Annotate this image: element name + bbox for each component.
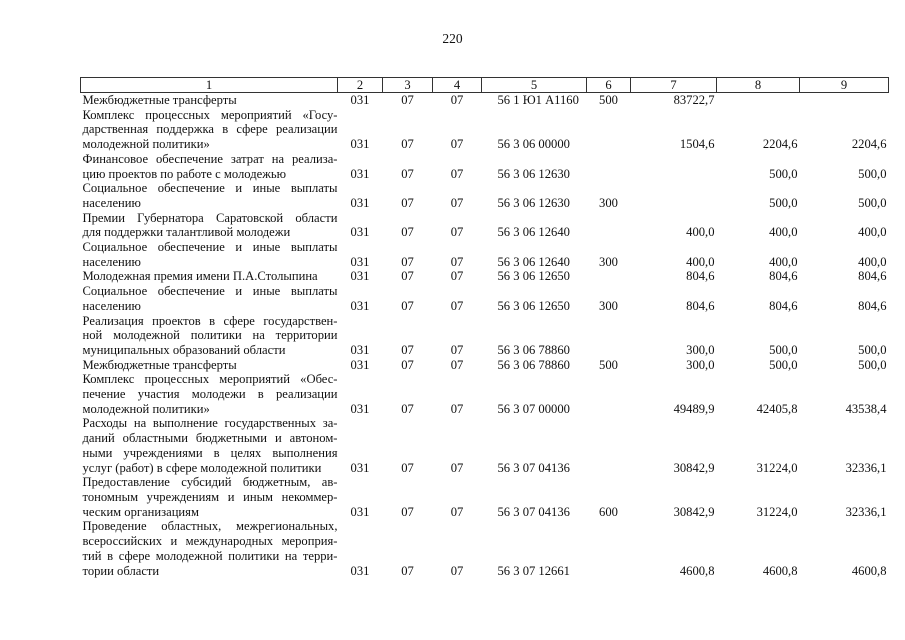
- col-value-8: 500,0: [769, 195, 798, 210]
- row-name: [81, 372, 338, 416]
- row-name: [81, 152, 338, 181]
- col-gr: 031: [350, 357, 370, 372]
- table-row: [81, 181, 889, 210]
- col-subsection: 07: [450, 269, 464, 284]
- col-subsection: 07: [450, 93, 464, 107]
- col-gr: 031: [350, 342, 370, 357]
- table-row: [81, 519, 889, 578]
- row-name-line: Социальное обеспечение и иные выплаты: [82, 240, 338, 255]
- col-value-8: 31224,0: [756, 504, 798, 519]
- row-name-line: Комплекс процессных мероприятий «Госу-: [82, 107, 338, 122]
- col-target-article: 56 3 06 12640: [497, 225, 570, 240]
- col-target-article: 56 3 06 00000: [497, 137, 570, 152]
- col-subsection: 07: [450, 504, 464, 519]
- col-gr: 031: [350, 269, 370, 284]
- col-section: 07: [401, 401, 414, 416]
- col-target-article: 56 3 07 12661: [497, 563, 570, 578]
- col-value-7: 400,0: [686, 254, 715, 269]
- row-name-line: Социальное обеспечение и иные выплаты: [82, 181, 338, 196]
- col-value-8: 400,0: [769, 254, 798, 269]
- col-subsection: 07: [450, 137, 464, 152]
- col-expense-type: 500: [599, 357, 618, 372]
- col-section: 07: [401, 225, 414, 240]
- col-value-9: [800, 93, 889, 108]
- col-expense-type: 300: [599, 298, 618, 313]
- table-row: [81, 152, 889, 181]
- col-value-8: 2204,6: [762, 137, 798, 152]
- col-header-9: 9: [800, 78, 889, 93]
- col-gr: 031: [350, 166, 370, 181]
- col-expense-type: [587, 211, 631, 240]
- col-header-4: 4: [433, 78, 482, 93]
- row-name-line: Межбюджетные трансферты: [82, 357, 237, 372]
- col-value-7: 83722,7: [673, 93, 715, 107]
- col-section: 07: [401, 137, 414, 152]
- table-row: [81, 372, 889, 416]
- col-expense-type: 300: [599, 195, 618, 210]
- table-row: [81, 358, 889, 373]
- row-name-line: ными учреждениями в целях выполнения: [82, 445, 338, 460]
- col-gr: 031: [350, 195, 370, 210]
- col-gr: 031: [350, 93, 370, 107]
- col-subsection: 07: [450, 401, 464, 416]
- col-section: 07: [401, 504, 414, 519]
- col-target-article: 56 3 06 78860: [497, 342, 570, 357]
- row-name-line: Реализация проектов в сфере государствен-: [82, 313, 338, 328]
- col-value-8: 804,6: [769, 269, 798, 284]
- col-value-8: 804,6: [769, 298, 798, 313]
- col-value-9: 400,0: [858, 225, 887, 240]
- col-value-7: [631, 181, 717, 210]
- col-section: 07: [401, 269, 414, 284]
- col-section: 07: [401, 298, 414, 313]
- table-row: [81, 93, 889, 108]
- col-target-article: 56 1 Ю1 А1160: [497, 93, 579, 107]
- row-name: [81, 314, 338, 358]
- row-name: [81, 358, 338, 373]
- col-subsection: 07: [450, 357, 464, 372]
- col-gr: 031: [350, 460, 370, 475]
- row-name-line: даний областными бюджетными и автоном-: [82, 431, 338, 446]
- row-name-line: Финансовое обеспечение затрат на реализа-: [82, 151, 338, 166]
- col-value-7: 300,0: [686, 342, 715, 357]
- header-row: [81, 78, 889, 93]
- row-name-line: населению: [82, 254, 141, 269]
- col-expense-type: [587, 108, 631, 152]
- col-value-9: 804,6: [858, 298, 887, 313]
- col-value-7: 804,6: [686, 269, 715, 284]
- table-row: [81, 269, 889, 284]
- table-row: [81, 108, 889, 152]
- col-subsection: 07: [450, 254, 464, 269]
- col-subsection: 07: [450, 298, 464, 313]
- row-name: [81, 519, 338, 578]
- col-value-9: 32336,1: [845, 460, 887, 475]
- row-name-line: печение участия молодежи в реализации: [82, 387, 338, 402]
- col-expense-type: [587, 372, 631, 416]
- row-name-line: Предоставление субсидий бюджетным, ав-: [82, 475, 338, 490]
- table-row: [81, 475, 889, 519]
- table-row: [81, 416, 889, 475]
- col-section: 07: [401, 166, 414, 181]
- col-expense-type: 300: [599, 254, 618, 269]
- col-value-9: 500,0: [858, 357, 887, 372]
- row-name-line: Премии Губернатора Саратовской области: [82, 210, 338, 225]
- col-value-7: 30842,9: [673, 460, 715, 475]
- col-section: 07: [401, 195, 414, 210]
- row-name-line: всероссийских и международных мероприя-: [82, 534, 338, 549]
- col-header-7: 7: [631, 78, 717, 93]
- col-value-9: 32336,1: [845, 504, 887, 519]
- col-target-article: 56 3 06 12650: [497, 298, 570, 313]
- col-gr: 031: [350, 563, 370, 578]
- col-target-article: 56 3 07 04136: [497, 460, 570, 475]
- col-value-8: 42405,8: [756, 401, 798, 416]
- col-subsection: 07: [450, 225, 464, 240]
- col-section: 07: [401, 357, 414, 372]
- col-value-9: 400,0: [858, 254, 887, 269]
- col-header-3: 3: [383, 78, 433, 93]
- col-value-7: 400,0: [686, 225, 715, 240]
- col-value-7: 300,0: [686, 357, 715, 372]
- col-value-9: 43538,4: [845, 401, 887, 416]
- col-value-9: 500,0: [858, 342, 887, 357]
- col-expense-type: [587, 314, 631, 358]
- row-name-line: для поддержки талантливой молодежи: [82, 225, 291, 240]
- row-name-line: Проведение областных, межрегиональных,: [82, 519, 338, 534]
- col-target-article: 56 3 06 78860: [497, 357, 570, 372]
- col-header-5: 5: [482, 78, 587, 93]
- col-value-7: 4600,8: [679, 563, 715, 578]
- row-name-line: населению: [82, 298, 141, 313]
- row-name-line: Комплекс процессных мероприятий «Обес-: [82, 372, 338, 387]
- row-name-line: ческим организациям: [82, 504, 199, 519]
- budget-table: [80, 77, 889, 578]
- col-value-8: 500,0: [769, 166, 798, 181]
- col-gr: 031: [350, 137, 370, 152]
- col-subsection: 07: [450, 460, 464, 475]
- col-target-article: 56 3 06 12640: [497, 254, 570, 269]
- row-name: [81, 181, 338, 210]
- table-row: [81, 284, 889, 313]
- row-name: [81, 269, 338, 284]
- col-gr: 031: [350, 225, 370, 240]
- col-section: 07: [401, 342, 414, 357]
- row-name-line: молодежной политики»: [82, 401, 210, 416]
- col-expense-type: 500: [599, 93, 618, 107]
- col-header-2: 2: [338, 78, 383, 93]
- col-value-7: 1504,6: [679, 137, 715, 152]
- col-value-7: 804,6: [686, 298, 715, 313]
- page-number: 220: [442, 31, 463, 46]
- col-value-7: 49489,9: [673, 401, 715, 416]
- row-name: [81, 475, 338, 519]
- table-row: [81, 240, 889, 269]
- col-value-9: 4600,8: [851, 563, 887, 578]
- row-name-line: Социальное обеспечение и иные выплаты: [82, 284, 338, 299]
- table-row: [81, 314, 889, 358]
- col-subsection: 07: [450, 195, 464, 210]
- col-value-8: 31224,0: [756, 460, 798, 475]
- col-value-8: 4600,8: [762, 563, 798, 578]
- col-expense-type: [587, 269, 631, 284]
- col-value-8: 400,0: [769, 225, 798, 240]
- row-name-line: услуг (работ) в сфере молодежной политики: [82, 460, 322, 475]
- row-name-line: муниципальных образований области: [82, 342, 286, 357]
- row-name-line: цию проектов по работе с молодежью: [82, 166, 287, 181]
- row-name-line: Расходы на выполнение государственных за-: [82, 416, 338, 431]
- col-target-article: 56 3 06 12650: [497, 269, 570, 284]
- col-gr: 031: [350, 504, 370, 519]
- col-section: 07: [401, 254, 414, 269]
- col-expense-type: [587, 416, 631, 475]
- col-section: 07: [401, 460, 414, 475]
- col-expense-type: [587, 152, 631, 181]
- col-value-9: 500,0: [858, 195, 887, 210]
- row-name-line: тории области: [82, 563, 160, 578]
- col-subsection: 07: [450, 342, 464, 357]
- row-name: [81, 416, 338, 475]
- row-name: [81, 211, 338, 240]
- col-expense-type: [587, 519, 631, 578]
- row-name-line: тий в сфере молодежной политики на терри-: [82, 548, 338, 563]
- col-section: 07: [401, 563, 414, 578]
- col-value-9: 804,6: [858, 269, 887, 284]
- row-name: [81, 240, 338, 269]
- col-header-6: 6: [587, 78, 631, 93]
- col-target-article: 56 3 07 00000: [497, 401, 570, 416]
- col-header-8: 8: [717, 78, 800, 93]
- row-name-line: Молодежная премия имени П.А.Столыпина: [82, 269, 318, 284]
- row-name-line: тономным учреждениям и иным некоммер-: [82, 489, 338, 504]
- col-value-8: [717, 93, 800, 108]
- col-subsection: 07: [450, 563, 464, 578]
- row-name: [81, 108, 338, 152]
- col-gr: 031: [350, 298, 370, 313]
- row-name-line: населению: [82, 195, 141, 210]
- col-gr: 031: [350, 401, 370, 416]
- row-name-line: молодежной политики»: [82, 137, 210, 152]
- col-gr: 031: [350, 254, 370, 269]
- row-name: [81, 284, 338, 313]
- col-value-8: 500,0: [769, 357, 798, 372]
- row-name-line: Межбюджетные трансферты: [82, 93, 237, 107]
- table-body: [81, 93, 889, 579]
- col-target-article: 56 3 06 12630: [497, 195, 570, 210]
- table-row: [81, 211, 889, 240]
- col-value-9: 500,0: [858, 166, 887, 181]
- row-name: [81, 93, 338, 108]
- col-target-article: 56 3 07 04136: [497, 504, 570, 519]
- col-value-7: [631, 152, 717, 181]
- row-name-line: ной молодежной политики на территории: [82, 328, 338, 343]
- col-header-1: 1: [81, 78, 338, 93]
- col-target-article: 56 3 06 12630: [497, 166, 570, 181]
- col-value-8: 500,0: [769, 342, 798, 357]
- col-value-9: 2204,6: [851, 137, 887, 152]
- col-section: 07: [401, 93, 414, 107]
- row-name-line: дарственная поддержка в сфере реализации: [82, 122, 338, 137]
- col-value-7: 30842,9: [673, 504, 715, 519]
- col-subsection: 07: [450, 166, 464, 181]
- col-expense-type: 600: [599, 504, 618, 519]
